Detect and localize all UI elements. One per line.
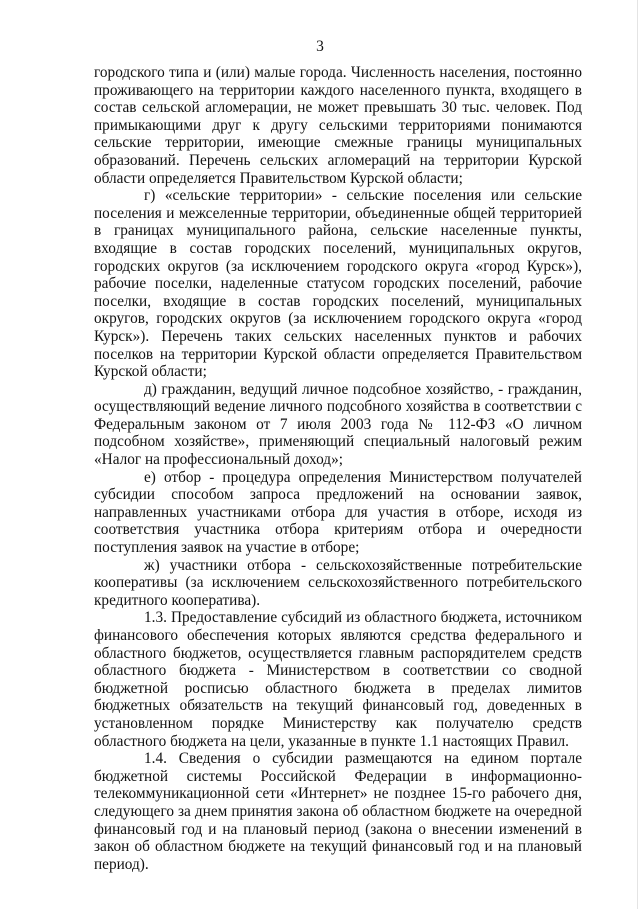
paragraph-continuation: городского типа и (или) малые города. Численность населения, постоянно проживающего на территории каждого населенного пункта, входящего в состав сельской агломерации, не может превышать 30 тыс. человек. Под примыкающими друг к другу сельскими территориями понимаются сельские территории, имеющие смежные границы муниципальных образований. Перечень сельских агломераций на территории Курской области определяется Правительством Курской области; xyxy=(94,64,582,187)
body-text xyxy=(94,64,582,873)
page-number: 3 xyxy=(316,38,324,55)
paragraph-item-e: е) отбор - процедура определения Министерством получателей субсидии способом запроса предложений на основании заявок, направленных участниками отбора для участия в отборе, исходя из соответствия участника отбора критериям отбора и очередности поступления заявок на участие в отборе; xyxy=(94,468,582,557)
paragraph-item-d: д) гражданин, ведущий личное подсобное хозяйство, - гражданин, осуществляющий ведение личного подсобного хозяйства в соответствии с Федеральным законом от 7 июля 2003 года № 112-ФЗ «О личном подсобном хозяйстве», применяющий специальный налоговый режим «Налог на профессиональный доход»; xyxy=(94,380,582,469)
paragraph-1-4: 1.4. Сведения о субсидии размещаются на едином портале бюджетной системы Российской Федерации в информационно-телекоммуникационной сети «Интернет» не позднее 15-го рабочего дня, следующего за днем принятия закона об областном бюджете на очередной финансовый год и на плановый период (закона о внесении изменений в закон об областном бюджете на текущий финансовый год и на плановый период). xyxy=(94,750,582,873)
paragraph-1-3: 1.3. Предоставление субсидий из областного бюджета, источником финансового обеспечения которых являются средства федерального и областного бюджетов, осуществляется главным распорядителем средств областного бюджета - Министерством в соответствии со сводной бюджетной росписью областного бюджета в пределах лимитов бюджетных обязательств на текущий финансовый год, доведенных в установленном порядке Министерству как получателю средств областного бюджета на цели, указанные в пункте 1.1 настоящих Правил. xyxy=(94,609,582,750)
paragraph-item-zh: ж) участники отбора - сельскохозяйственные потребительские кооперативы (за исключением сельскохозяйственного потребительского кредитного кооператива). xyxy=(94,556,582,609)
scan-edge-line xyxy=(637,0,638,909)
paragraph-item-g: г) «сельские территории» - сельские поселения или сельские поселения и межселенные территории, объединенные общей территорией в границах муниципального района, сельские населенные пункты, входящие в состав городских поселений, муниципальных округов, городских округов (за исключением городского округа «город Курск»), рабочие поселки, наделенные статусом городских поселений, рабочие поселки, входящие в состав городских поселений, муниципальных округов, городских округов (за исключением городского округа «город Курск»). Перечень таких сельских населенных пунктов и рабочих поселков на территории Курской области определяется Правительством Курской области; xyxy=(94,187,582,381)
